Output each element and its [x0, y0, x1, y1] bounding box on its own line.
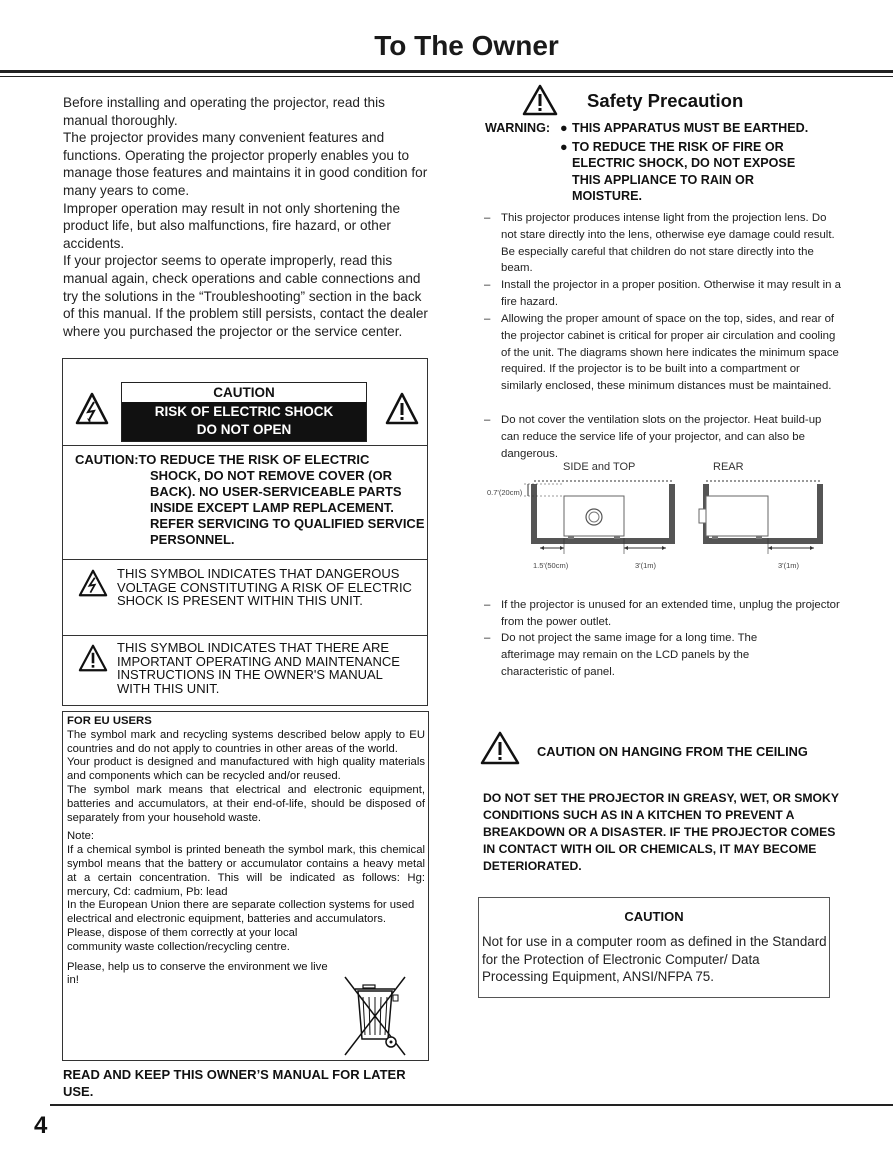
- dim-front: 3'(1m): [635, 561, 657, 570]
- caution-label: [121, 382, 367, 442]
- electric-shock-warning-icon: [75, 392, 109, 426]
- caution-label-title: CAUTION: [122, 383, 366, 402]
- eu-users-box: [62, 711, 429, 1061]
- bullet-item: – Do not project the same image for a long time. The afterimage may remain on the LCD panels by the characteristic of panel.: [484, 632, 758, 678]
- computer-room-caution-text: Not for use in a computer room as defined in the Standard for the Protection of Electronic Computer/ Data Processing Equipment, ANSI/NFPA 75.: [482, 934, 827, 984]
- diagram-label-rear: REAR: [713, 461, 744, 473]
- diagram-label-side-top: SIDE and TOP: [563, 461, 636, 473]
- intro-paragraph: The projector provides many convenient features and functions. Operating the projector properly enables you to manage those features and maintains it in good condition for many years to come.: [63, 130, 428, 198]
- warning-list: ● THIS APPARATUS MUST BE EARTHED. ● TO REDUCE THE RISK OF FIRE OR ELECTRIC SHOCK, DO NOT EXPOSE THIS APPLIANCE TO RAIN OR MOISTURE.: [560, 121, 809, 204]
- divider: [63, 635, 427, 636]
- safety-heading: Safety Precaution: [587, 90, 744, 111]
- page-number: 4: [34, 1112, 48, 1139]
- eu-paragraph: The symbol mark and recycling systems described below apply to EU countries and do not apply to countries in other areas of the world.: [67, 728, 425, 755]
- exclamation-warning-icon: [480, 731, 520, 765]
- intro-paragraph: Before installing and operating the projector, read this manual thoroughly.: [63, 95, 385, 128]
- header-rule-thin: [0, 76, 893, 77]
- dim-rear: 3'(1m): [778, 561, 800, 570]
- bullet-item: – Allowing the proper amount of space on the top, sides, and rear of the projector cabinet is critical for proper air circulation and cooling of the unit. The diagrams shown here indicates the minimum space required. If the projector is to be built into a compartment or similarly enclosed, these minimum distances must be maintained.: [484, 313, 839, 393]
- clearance-diagram: [484, 476, 844, 574]
- crossed-bin-recycling-icon: [343, 975, 407, 1057]
- caution-main-text: [75, 452, 425, 548]
- caution-box: [62, 358, 428, 706]
- footer-rule: [50, 1104, 893, 1106]
- caution-rest: SHOCK, DO NOT REMOVE COVER (OR BACK). NO USER-SERVICEABLE PARTS INSIDE EXCEPT LAMP REPLACEMENT. REFER SERVICING TO QUALIFIED SERVICE PERSONNEL.: [150, 468, 425, 547]
- ceiling-text: DO NOT SET THE PROJECTOR IN GREASY, WET, OR SMOKY CONDITIONS SUCH AS IN A KITCHEN TO PREVENT A BREAKDOWN OR A DISASTER. IF THE PROJECTOR COMES IN CONTACT WITH OIL OR CHEMICALS, IT MAY BECOME DETERIORATED.: [483, 791, 839, 873]
- bullet-item: – Install the projector in a proper position. Otherwise it may result in a fire hazard.: [484, 279, 841, 308]
- caution-label-line2: DO NOT OPEN: [196, 422, 292, 437]
- caution-first-line: TO REDUCE THE RISK OF ELECTRIC: [138, 452, 370, 467]
- exclamation-warning-icon: [522, 84, 558, 116]
- symbol2-text: THIS SYMBOL INDICATES THAT THERE ARE IMPORTANT OPERATING AND MAINTENANCE INSTRUCTIONS IN THE OWNER'S MANUAL WITH THIS UNIT.: [117, 640, 400, 696]
- intro-paragraph: If your projector seems to operate improperly, read this manual again, check operations and cable connections and try the solutions in the “Troubleshooting” section in the back of this manual. If the problem still persists, contact the dealer where you purchased the projector or the service center.: [63, 253, 428, 339]
- warning-item: TO REDUCE THE RISK OF FIRE OR ELECTRIC SHOCK, DO NOT EXPOSE THIS APPLIANCE TO RAIN OR MOISTURE.: [572, 139, 796, 204]
- exclamation-warning-icon: [385, 392, 419, 426]
- divider: [63, 559, 427, 560]
- header-rule: [0, 70, 893, 73]
- eu-paragraph: In the European Union there are separate collection systems for used electrical and electronic equipment, batteries and accumulators.: [67, 899, 415, 926]
- bullet-item: – If the projector is unused for an extended time, unplug the projector from the power outlet.: [484, 599, 840, 628]
- intro-paragraph: Improper operation may result in not only shortening the product life, but also malfunctions, fire hazard, or other accidents.: [63, 200, 401, 251]
- eu-paragraph: Please, dispose of them correctly at your local community waste collection/recycling centre.: [67, 926, 298, 953]
- eu-paragraph: The symbol mark means that electrical and electronic equipment, batteries and accumulators, at their end-of-life, should be disposed of separately from your household waste.: [67, 783, 425, 824]
- page-title: To The Owner: [374, 30, 559, 61]
- eu-paragraph: Your product is designed and manufactured with high quality materials and components which can be recycled and/or reused.: [67, 756, 425, 783]
- caution-label-line1: RISK OF ELECTRIC SHOCK: [154, 404, 334, 419]
- ceiling-heading: CAUTION ON HANGING FROM THE CEILING: [537, 744, 808, 759]
- warning-item: THIS APPARATUS MUST BE EARTHED.: [572, 121, 809, 135]
- dim-side: 1.5'(50cm): [533, 561, 569, 570]
- bullet-item: – Do not cover the ventilation slots on the projector. Heat build-up can reduce the service life of your projector, and can also be dangerous.: [484, 414, 822, 460]
- computer-room-caution-box: [478, 897, 830, 998]
- divider: [63, 445, 427, 446]
- dim-top: 0.7'(20cm): [487, 488, 523, 497]
- bullet-item: – This projector produces intense light from the projection lens. Do not stare directly into the lens, otherwise eye damage could result. Be especially careful that children do not stare directly into the beam.: [484, 212, 835, 275]
- exclamation-warning-icon: [78, 644, 108, 672]
- symbol1-text: THIS SYMBOL INDICATES THAT DANGEROUS VOLTAGE CONSTITUTING A RISK OF ELECTRIC SHOCK IS PRESENT WITHIN THIS UNIT.: [117, 566, 412, 608]
- warning-label: WARNING:: [485, 121, 551, 135]
- eu-paragraph: Please, help us to conserve the environment we live in!: [67, 960, 328, 987]
- electric-shock-warning-icon: [78, 569, 108, 597]
- eu-heading: FOR EU USERS: [67, 715, 152, 727]
- computer-room-caution-heading: CAUTION: [624, 909, 684, 924]
- intro-text: [63, 94, 428, 340]
- read-and-keep-note: READ AND KEEP THIS OWNER’S MANUAL FOR LATER USE.: [63, 1067, 406, 1099]
- eu-note-label: Note:: [67, 830, 95, 843]
- caution-prefix: CAUTION:: [75, 452, 139, 467]
- eu-paragraph: If a chemical symbol is printed beneath the symbol mark, this chemical symbol means that the battery or accumulator contains a heavy metal at a certain concentration. This will be indicated as follows: Hg: mercury, Cd: cadmium, Pb: lead: [67, 844, 425, 898]
